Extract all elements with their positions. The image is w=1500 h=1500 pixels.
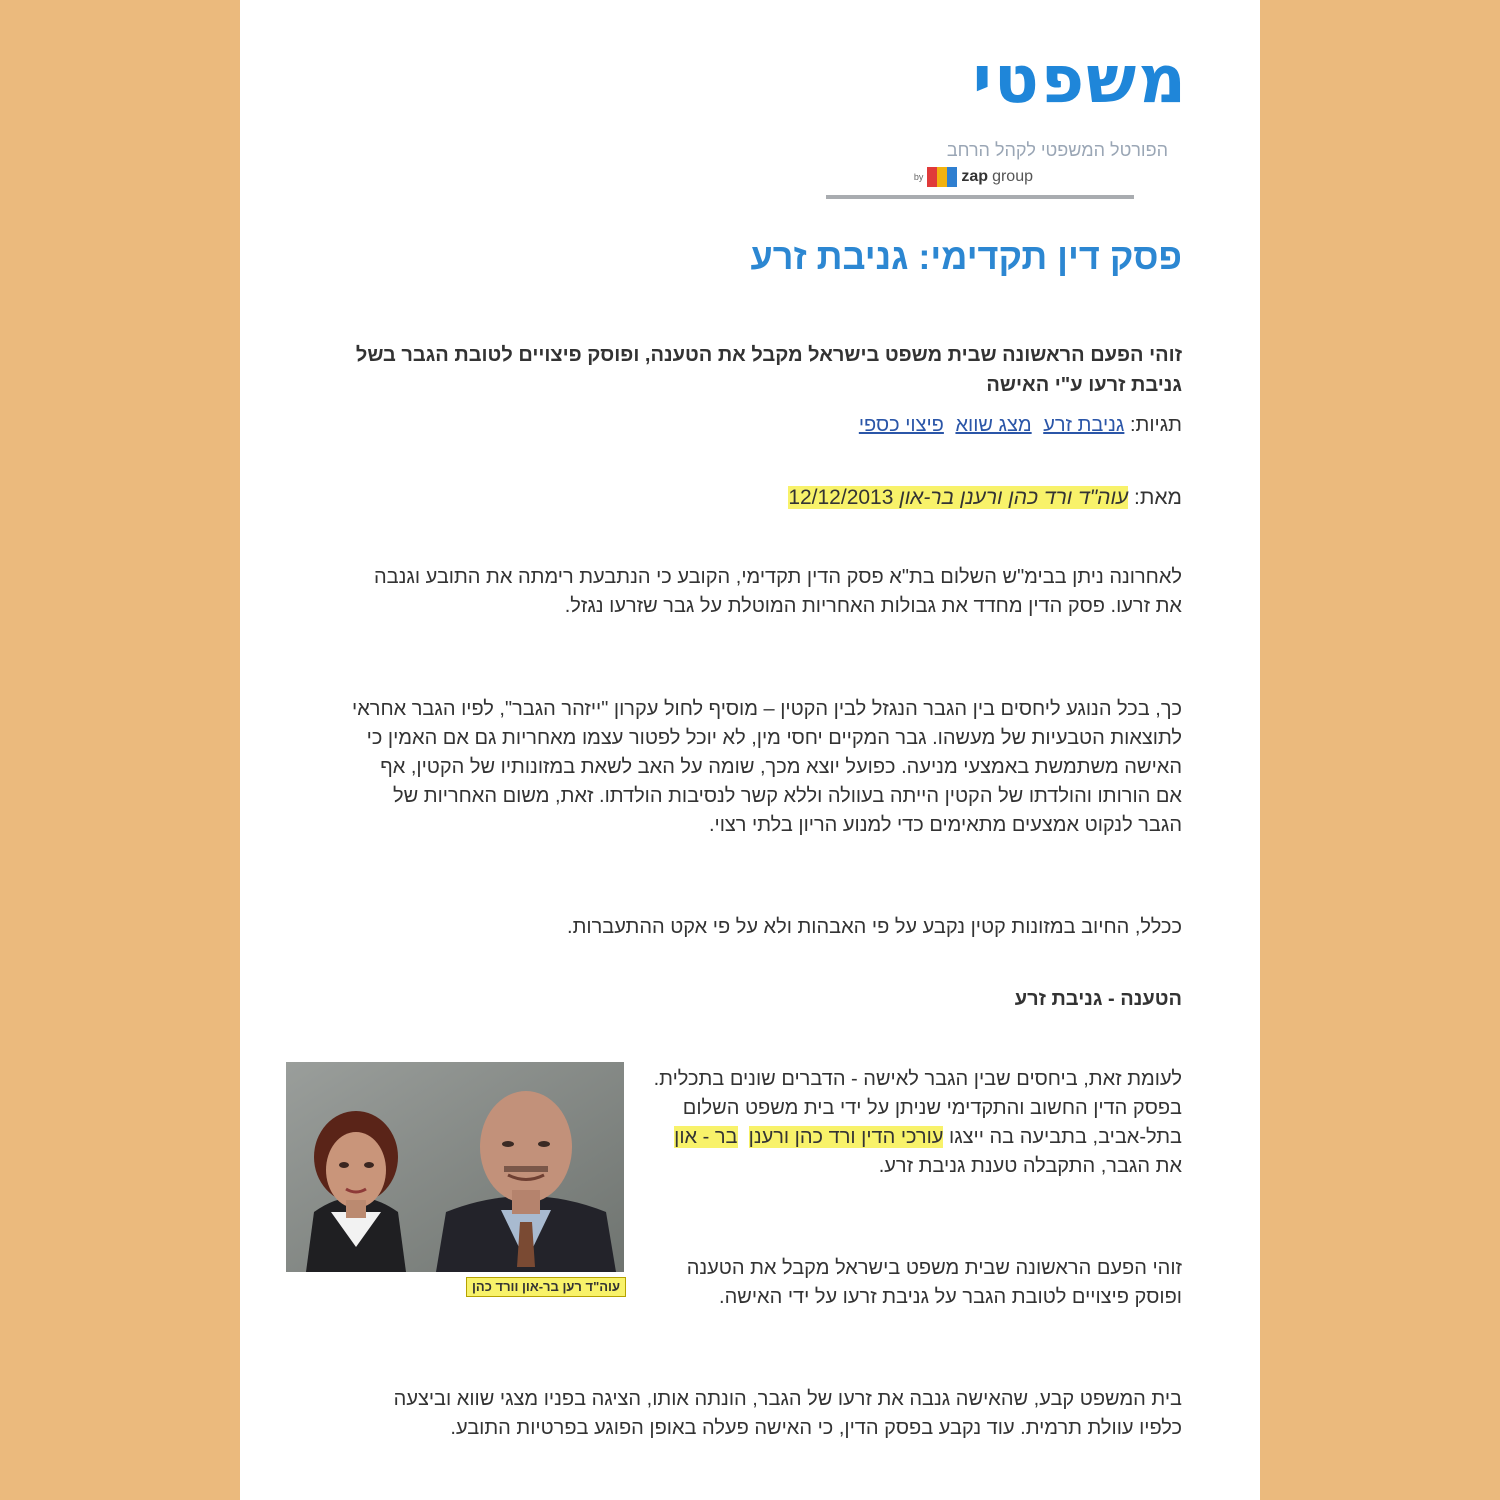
paragraph-2: כך, בכל הנוגע ליחסים בין הגבר הנגזל לבין הקטין – מוסיף לחול עקרון "ייזהר הגבר", לפיו הגבר אחראי לתוצאות הטבעיות של מעשהו. גבר המקיים יחסי מין, לא יוכל לפטור עצמו מאחריות גם אם האמין כי האישה משתמשת באמצעי מניעה. כפועל יוצא מכך, שומה על האב לשאת במזונותיו של הקטין, אף אם הורותו והולדתו של הקטין הייתה בעוולה וללא קשר לנסיבות הולדתו. זאת, משום האחריות של הגבר לנקוט אמצעים מתאימים כדי למנוע הריון בלתי רצוי. (352, 698, 1182, 836)
paragraph-5: זוהי הפעם הראשונה שבית משפט בישראל מקבל את הטענה ופוסק פיצויים לטובת הגבר על גניבת זרעו על ידי האישה. (686, 1257, 1182, 1308)
p4-highlight-bar-on: בר - און (674, 1126, 738, 1148)
byline (352, 486, 1182, 510)
tag-link-seed-theft[interactable]: גניבת זרע (1043, 414, 1125, 436)
article-title: פסק דין תקדימי: גניבת זרע (750, 236, 1182, 277)
author-names: עוה"ד ורד כהן ורענן בר-און (899, 486, 1129, 509)
paragraph-3: ככלל, החיוב במזונות קטין נקבע על פי האבהות ולא על פי אקט ההתעברות. (567, 916, 1182, 938)
paragraph-6: בית המשפט קבע, שהאישה גנבה את זרעו של הגבר, הונתה אותו, הציגה בפניו מצגי שווא וביצעה כלפיו עוולת תרמית. עוד נקבע בפסק הדין, כי האישה פעלה באופן הפוגע בפרטיות התובע. (393, 1388, 1182, 1439)
publish-date: 12/12/2013 (788, 486, 894, 509)
by-label: by (913, 172, 924, 182)
zap-group-badge (914, 167, 1033, 187)
logo-wordmark: משפטי (972, 41, 1188, 118)
p4-highlight-lawyers: עורכי הדין ורד כהן ורענן (748, 1126, 944, 1148)
logo-underline (826, 195, 1134, 199)
from-label: מאת: (1134, 486, 1182, 509)
p4-text-start: לעומת זאת, ביחסים שבין הגבר לאישה - הדברים שונים בתכלית. בפסק הדין החשוב והתקדימי שניתן על ידי בית משפט השלום בתל-אביב, בתביעה בה ייצגו (653, 1068, 1182, 1148)
logo-subtitle: הפורטל המשפטי לקהל הרחב (946, 140, 1168, 160)
tag-link-compensation[interactable]: פיצוי כספי (858, 414, 944, 436)
document-page (240, 0, 1260, 1500)
article-lead: זוהי הפעם הראשונה שבית משפט בישראל מקבל את הטענה, ופוסק פיצויים לטובת הגבר בשל גניבת זרעו ע"י האישה (355, 344, 1182, 396)
group-suffix: group (992, 168, 1033, 185)
section-subheading: הטענה - גניבת זרע (1014, 988, 1182, 1010)
tags-row (352, 414, 1182, 437)
paragraph-4 (652, 1065, 1182, 1181)
tag-link-misrepresentation[interactable]: מצג שווא (955, 414, 1032, 436)
p4-text-end: את הגבר, התקבלה טענת גניבת זרע. (878, 1155, 1182, 1177)
photo-caption: עוה"ד רען בר-און וורד כהן (466, 1277, 626, 1297)
zap-brand: zap (961, 168, 989, 185)
paragraph-1: לאחרונה ניתן בבימ"ש השלום בת"א פסק הדין תקדימי, הקובע כי הנתבעת רימתה את התובע וגנבה את זרעו. פסק הדין מחדד את גבולות האחריות המוטלת על גבר שזרעו נגזל. (373, 566, 1182, 617)
mishpati-logo[interactable] (868, 40, 1188, 185)
lawyers-photo (286, 1062, 624, 1272)
zap-logo-icon (927, 167, 957, 187)
tags-label: תגיות: (1129, 414, 1182, 436)
author-highlight (788, 486, 1128, 509)
